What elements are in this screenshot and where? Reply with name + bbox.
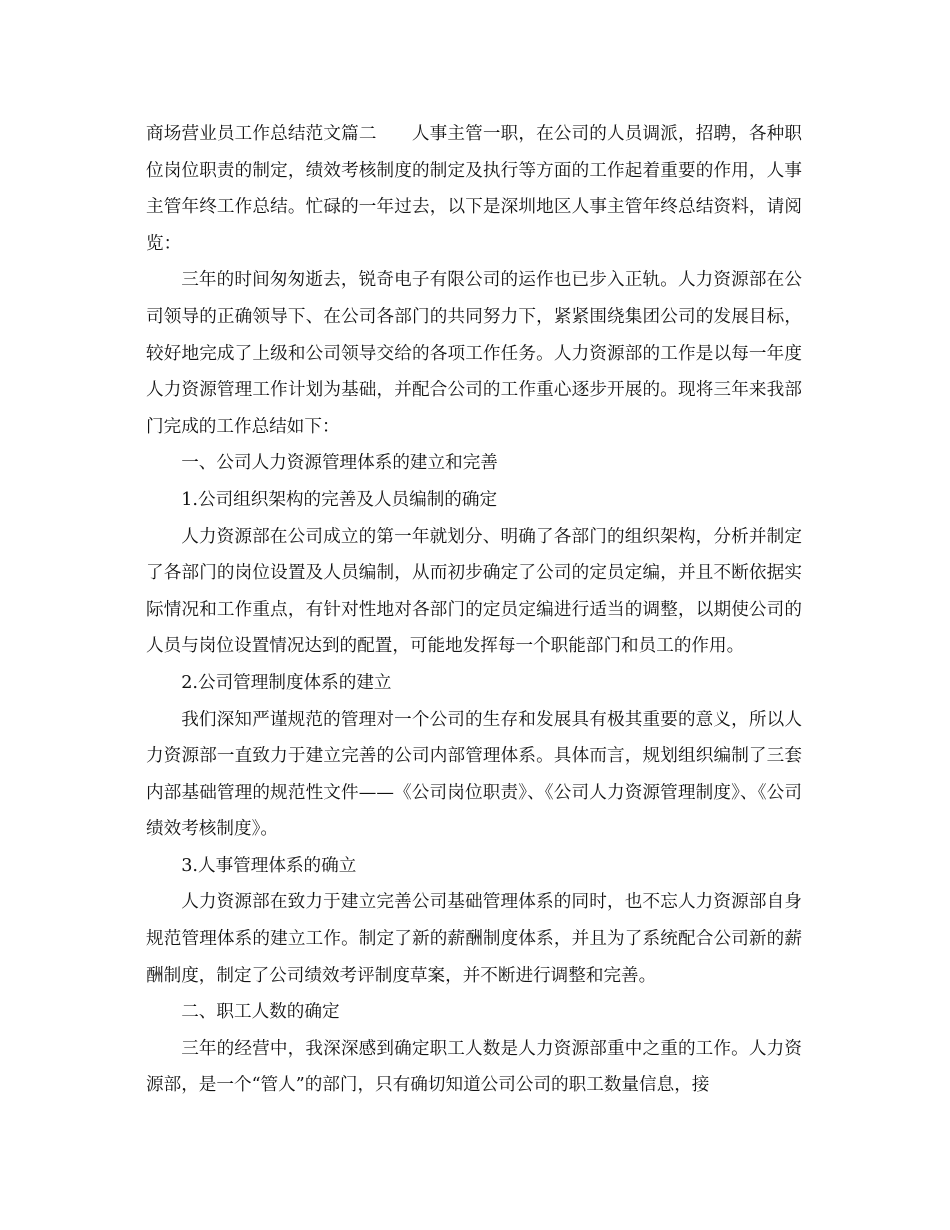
document-body <box>146 116 802 1104</box>
subsection-heading-1-1: 1.公司组织架构的完善及人员编制的确定 <box>181 489 498 510</box>
body-paragraph-2: 三年的经营中，我深深感到确定职工人数是人力资源部重中之重的工作。人力资源部，是一个“管人”的部门，只有确切知道公司公司的职工数量信息，接 <box>146 1038 802 1096</box>
intro-text: 人事主管一职，在公司的人员调派，招聘，各种职位岗位职责的制定，绩效考核制度的制定及执行等方面的工作起着重要的作用，人事主管年终工作总结。忙碌的一年过去，以下是深圳地区人事主管年终总结资料，请阅览： <box>146 124 802 254</box>
section-heading-1: 一、公司人力资源管理体系的建立和完善 <box>181 453 498 474</box>
body-paragraph-1-1: 人力资源部在公司成立的第一年就划分、明确了各部门的组织架构，分析并制定了各部门的岗位设置及人员编制，从而初步确定了公司的定员定编，并且不断依据实际情况和工作重点，有针对性地对各部门的定员定编进行适当的调整，以期使公司的人员与岗位设置情况达到的配置，可能地发挥每一个职能部门和员工的作用。 <box>146 526 802 657</box>
subsection-heading-1-3: 3.人事管理体系的确立 <box>181 855 357 876</box>
inline-heading: 商场营业员工作总结范文篇二 <box>146 124 377 144</box>
intro-paragraph <box>146 116 802 262</box>
overview-paragraph: 三年的时间匆匆逝去，锐奇电子有限公司的运作也已步入正轨。人力资源部在公司领导的正确领导下、在公司各部门的共同努力下，紧紧围绕集团公司的发展目标，较好地完成了上级和公司领导交给的各项工作任务。人力资源部的工作是以每一年度人力资源管理工作计划为基础，并配合公司的工作重心逐步开展的。现将三年来我部门完成的工作总结如下： <box>146 270 802 437</box>
body-paragraph-1-2: 我们深知严谨规范的管理对一个公司的生存和发展具有极其重要的意义，所以人力资源部一直致力于建立完善的公司内部管理体系。具体而言，规划组织编制了三套内部基础管理的规范性文件——《公司岗位职责》、《公司人力资源管理制度》、《公司绩效考核制度》。 <box>146 709 802 840</box>
section-heading-2: 二、职工人数的确定 <box>181 1002 340 1023</box>
subsection-heading-1-2: 2.公司管理制度体系的建立 <box>181 672 392 693</box>
body-paragraph-1-3: 人力资源部在致力于建立完善公司基础管理体系的同时，也不忘人力资源部自身规范管理体系的建立工作。制定了新的薪酬制度体系，并且为了系统配合公司新的薪酬制度，制定了公司绩效考评制度草案，并不断进行调整和完善。 <box>146 892 802 986</box>
